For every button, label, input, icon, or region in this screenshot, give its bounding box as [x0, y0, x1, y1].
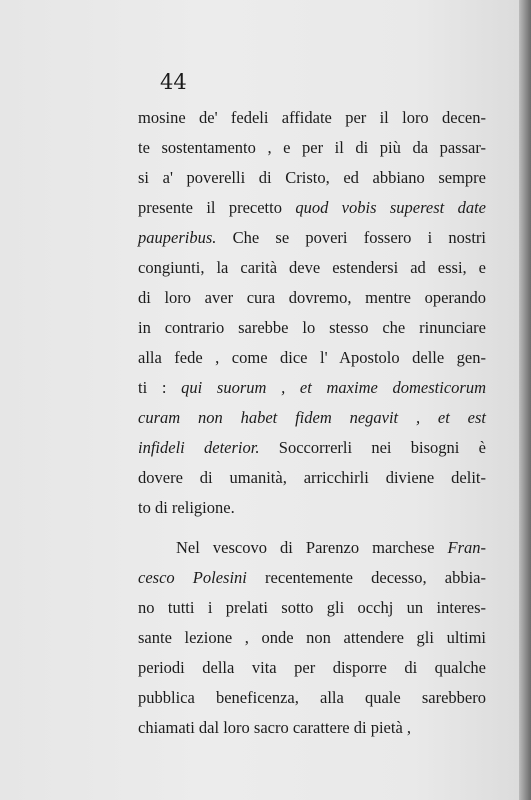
text-segment: ti : [138, 378, 182, 397]
text-segment: Nel vescovo di Parenzo marchese [176, 538, 448, 557]
text-segment: chiamati dal loro sacro carattere di pietà , [138, 718, 412, 737]
text-line [138, 138, 486, 158]
text-line [138, 568, 486, 588]
text-segment: recentemente decesso, abbia- [246, 568, 486, 587]
text-line [138, 658, 486, 678]
text-line [138, 408, 486, 428]
page-number: 44 [160, 70, 187, 94]
text-line [138, 718, 486, 738]
text-segment: te sostentamento , e per il di più da passar- [138, 138, 486, 157]
text-segment: di loro aver cura dovremo, mentre operando [138, 288, 486, 307]
text-segment: pubblica beneficenza, alla quale sarebbero [138, 688, 486, 707]
italic-text: pauperibus. [138, 228, 217, 247]
italic-text: quod vobis superest date [295, 198, 486, 217]
text-segment: no tutti i prelati sotto gli occhj un interes- [138, 598, 486, 617]
text-segment: presente il precetto [138, 198, 296, 217]
italic-text: curam non habet fidem negavit , et est [138, 408, 486, 427]
text-line [138, 468, 486, 488]
text-line [138, 228, 486, 248]
text-segment: Che se poveri fossero i nostri [216, 228, 486, 247]
italic-text: infideli deterior. [138, 438, 260, 457]
text-line [138, 598, 486, 618]
text-line [138, 168, 486, 188]
text-segment: to di religione. [138, 498, 235, 517]
text-line [138, 688, 486, 708]
italic-text: qui suorum , et maxime domesticorum [181, 378, 486, 397]
text-line [138, 318, 486, 338]
italic-text: cesco Polesini [138, 568, 247, 587]
text-segment: in contrario sarebbe lo stesso che rinunciare [138, 318, 486, 337]
text-segment: sante lezione , onde non attendere gli ultimi [138, 628, 486, 647]
text-line [138, 498, 486, 518]
text-line [138, 628, 486, 648]
text-segment: Soccorrerli nei bisogni è [259, 438, 486, 457]
text-line [138, 438, 486, 458]
italic-text: Fran- [447, 538, 486, 557]
text-line [138, 378, 486, 398]
text-line [176, 538, 486, 558]
text-segment: mosine de' fedeli affidate per il loro decen- [138, 108, 486, 127]
text-line [138, 108, 486, 128]
text-segment: si a' poverelli di Cristo, ed abbiano sempre [138, 168, 486, 187]
page-edge-shadow [519, 0, 531, 800]
text-line [138, 198, 486, 218]
text-segment: alla fede , come dice l' Apostolo delle gen- [138, 348, 486, 367]
text-segment: congiunti, la carità deve estendersi ad essi, e [138, 258, 486, 277]
text-line [138, 258, 486, 278]
text-line [138, 348, 486, 368]
text-segment: dovere di umanità, arricchirli diviene delit- [138, 468, 486, 487]
text-line [138, 288, 486, 308]
text-segment: periodi della vita per disporre di qualche [138, 658, 486, 677]
